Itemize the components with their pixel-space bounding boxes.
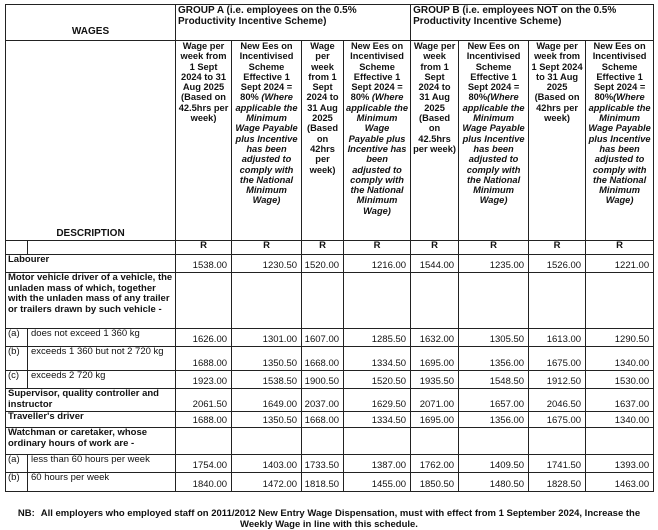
cell: 1657.00: [459, 389, 529, 412]
cell: [232, 428, 302, 455]
cell: [586, 273, 654, 329]
table-row: [6, 412, 654, 428]
cell: [344, 273, 411, 329]
cell: 1526.00: [529, 255, 586, 273]
row-label: Supervisor, quality controller and instructor: [6, 389, 176, 412]
cell: 1403.00: [232, 455, 302, 473]
cell: [459, 428, 529, 455]
cell: 1387.00: [344, 455, 411, 473]
description-heading: DESCRIPTION: [6, 41, 176, 241]
cell: 2037.00: [302, 389, 344, 412]
row-label: Motor vehicle driver of a vehicle, the unladen mass of which, together with the unladen mass of any trailer or trailers drawn by such vehicle -: [6, 273, 176, 329]
table-row: [6, 473, 654, 492]
row-label: does not exceed 1 360 kg: [28, 329, 176, 347]
cell: 1350.50: [232, 347, 302, 371]
cell: 1301.00: [232, 329, 302, 347]
row-label: 60 hours per week: [28, 473, 176, 492]
cell: 2046.50: [529, 389, 586, 412]
table-row: [6, 371, 654, 389]
cell: 2071.00: [411, 389, 459, 412]
cell: 1480.50: [459, 473, 529, 492]
cell: 1538.00: [176, 255, 232, 273]
currency-label: R: [302, 241, 344, 255]
col-header-6: New Ees on Incentivised Scheme Effective 1 Sept 2024 = 80%(Where applicable the Minimum Wage Payable plus Incentive has been adjusted to comply with the National Minimum Wage): [459, 41, 529, 241]
col-header-7: Wage per week from 1 Sept 2024 to 31 Aug 2025 (Based on 42hrs per week): [529, 41, 586, 241]
wages-heading: WAGES: [6, 5, 176, 41]
cell: 1912.50: [529, 371, 586, 389]
cell: 1393.00: [586, 455, 654, 473]
cell: 1688.00: [176, 347, 232, 371]
cell: 1520.00: [302, 255, 344, 273]
row-letter: (c): [6, 371, 28, 389]
row-label: exceeds 2 720 kg: [28, 371, 176, 389]
cell: 1350.50: [232, 412, 302, 428]
cell: 1637.00: [586, 389, 654, 412]
row-label: Traveller's driver: [6, 412, 176, 428]
cell: 1230.50: [232, 255, 302, 273]
currency-blank: [28, 241, 176, 255]
table-row: [6, 329, 654, 347]
cell: 1463.00: [586, 473, 654, 492]
cell: 1340.00: [586, 412, 654, 428]
cell: 1334.50: [344, 347, 411, 371]
row-letter: (a): [6, 329, 28, 347]
cell: 1356.00: [459, 412, 529, 428]
row-letter: (b): [6, 473, 28, 492]
cell: 1216.00: [344, 255, 411, 273]
cell: [344, 428, 411, 455]
col-header-5: Wage per week from 1 Sept 2024 to 31 Aug 2025 (Based on 42.5hrs per week): [411, 41, 459, 241]
cell: 1520.50: [344, 371, 411, 389]
currency-label: R: [232, 241, 302, 255]
col-header-2: New Ees on Incentivised Scheme Effective 1 Sept 2024 = 80% (Where applicable the Minimum Wage Payable plus Incentive has been adjusted to comply with the National Minimum Wage): [232, 41, 302, 241]
currency-label: R: [459, 241, 529, 255]
cell: [302, 428, 344, 455]
cell: 1455.00: [344, 473, 411, 492]
cell: 1334.50: [344, 412, 411, 428]
currency-label: R: [176, 241, 232, 255]
cell: 1356.00: [459, 347, 529, 371]
cell: 1850.50: [411, 473, 459, 492]
wages-table: [5, 4, 654, 492]
cell: [586, 428, 654, 455]
cell: 1409.50: [459, 455, 529, 473]
cell: 1818.50: [302, 473, 344, 492]
cell: 1472.00: [232, 473, 302, 492]
cell: 1688.00: [176, 412, 232, 428]
col-header-1: Wage per week from 1 Sept 2024 to 31 Aug 2025 (Based on 42.5hrs per week): [176, 41, 232, 241]
cell: 1290.50: [586, 329, 654, 347]
table-row: [6, 455, 654, 473]
cell: 1538.50: [232, 371, 302, 389]
group-a-heading: GROUP A (i.e. employees on the 0.5% Productivity Incentive Scheme): [176, 5, 411, 41]
cell: 1607.00: [302, 329, 344, 347]
cell: 1754.00: [176, 455, 232, 473]
cell: 1741.50: [529, 455, 586, 473]
cell: 1840.00: [176, 473, 232, 492]
footnote-prefix: NB:: [17, 508, 35, 519]
cell: [529, 428, 586, 455]
cell: 1544.00: [411, 255, 459, 273]
cell: 1235.00: [459, 255, 529, 273]
currency-label: R: [411, 241, 459, 255]
cell: 2061.50: [176, 389, 232, 412]
cell: 1923.00: [176, 371, 232, 389]
cell: 1649.00: [232, 389, 302, 412]
col-header-8: New Ees on Incentivised Scheme Effective 1 Sept 2024 = 80%(Where applicable the Minimum Wage Payable plus Incentive has been adjusted to comply with the National Minimum Wage): [586, 41, 654, 241]
cell: [411, 428, 459, 455]
currency-label: R: [586, 241, 654, 255]
currency-label: R: [344, 241, 411, 255]
cell: 1762.00: [411, 455, 459, 473]
footnote: [5, 508, 653, 530]
col-header-4: New Ees on Incentivised Scheme Effective 1 Sept 2024 = 80% (Where applicable the Minimum Wage Payable plus Incentive has been adjusted to comply with the National Minimum Wage): [344, 41, 411, 241]
cell: 1221.00: [586, 255, 654, 273]
cell: [459, 273, 529, 329]
row-letter: (b): [6, 347, 28, 371]
table-row: [6, 428, 654, 455]
cell: 1340.00: [586, 347, 654, 371]
cell: 1626.00: [176, 329, 232, 347]
cell: [411, 273, 459, 329]
cell: 1695.00: [411, 347, 459, 371]
table-row: [6, 389, 654, 412]
cell: 1675.00: [529, 412, 586, 428]
cell: [176, 428, 232, 455]
cell: [232, 273, 302, 329]
cell: 1632.00: [411, 329, 459, 347]
cell: 1828.50: [529, 473, 586, 492]
cell: 1548.50: [459, 371, 529, 389]
row-letter: (a): [6, 455, 28, 473]
cell: [529, 273, 586, 329]
cell: [176, 273, 232, 329]
footnote-text: All employers who employed staff on 2011/2012 New Entry Wage Dispensation, must with effect from 1 September 2024, Increase the Weekly Wage in line with this schedule.: [40, 508, 641, 530]
currency-label: R: [529, 241, 586, 255]
cell: 1613.00: [529, 329, 586, 347]
table-row: [6, 347, 654, 371]
cell: 1668.00: [302, 412, 344, 428]
table-row: [6, 255, 654, 273]
currency-blank: [6, 241, 28, 255]
cell: 1629.50: [344, 389, 411, 412]
cell: 1935.50: [411, 371, 459, 389]
cell: 1733.50: [302, 455, 344, 473]
row-label: exceeds 1 360 but not 2 720 kg: [28, 347, 176, 371]
row-label: Watchman or caretaker, whose ordinary hours of work are -: [6, 428, 176, 455]
cell: 1530.00: [586, 371, 654, 389]
cell: 1305.50: [459, 329, 529, 347]
col-header-3: Wage per week from 1 Sept 2024 to 31 Aug 2025 (Based on 42hrs per week): [302, 41, 344, 241]
cell: 1668.00: [302, 347, 344, 371]
row-label: less than 60 hours per week: [28, 455, 176, 473]
cell: [302, 273, 344, 329]
cell: 1900.50: [302, 371, 344, 389]
cell: 1675.00: [529, 347, 586, 371]
cell: 1695.00: [411, 412, 459, 428]
group-b-heading: GROUP B (i.e. employees NOT on the 0.5% Productivity Incentive Scheme): [411, 5, 654, 41]
cell: 1285.50: [344, 329, 411, 347]
row-label: Labourer: [6, 255, 176, 273]
table-row: [6, 273, 654, 329]
